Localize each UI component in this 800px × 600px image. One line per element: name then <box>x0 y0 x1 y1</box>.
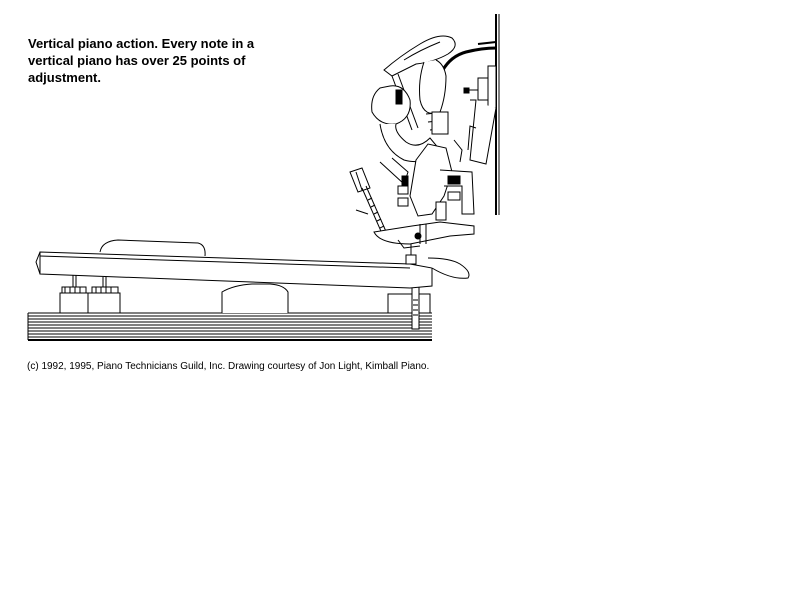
caption-line-3: adjustment. <box>28 70 101 85</box>
caption-line-1: Vertical piano action. Every note in a <box>28 36 255 51</box>
piano-key <box>36 240 469 288</box>
copyright-credit: (c) 1992, 1995, Piano Technicians Guild, Inc. Drawing courtesy of Jon Light, Kimball Piano. <box>27 361 430 372</box>
wippen-assembly <box>350 126 476 248</box>
caption-line-2: vertical piano has over 25 points of <box>28 53 246 68</box>
keybed <box>28 313 432 340</box>
hammer-assembly <box>372 36 456 162</box>
